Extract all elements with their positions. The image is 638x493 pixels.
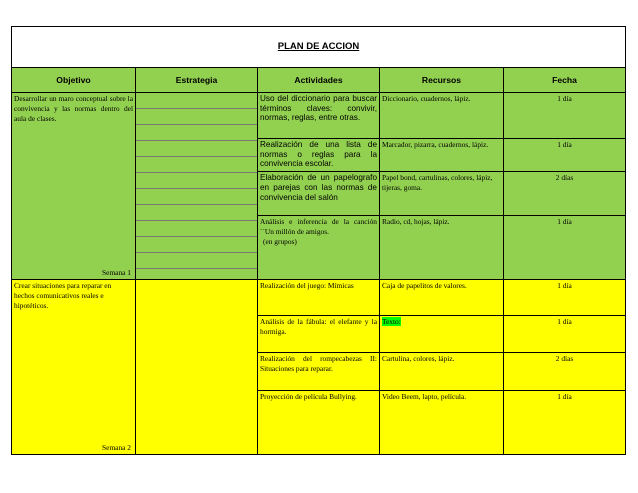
objective-text: Desarrollar un maro conceptual sobre la convivencia y las normas dentro del aula de clases. <box>14 94 133 123</box>
date-cell: 1 día <box>504 390 626 454</box>
resource-cell: Marcador, pizarra, cuadernos, lápiz. <box>380 139 504 172</box>
activity-cell: Realización del juego: Mímicas <box>258 280 380 316</box>
resource-cell: Papel bond, cartulinas, colores, lápiz, tijeras, goma. <box>380 172 504 215</box>
table-title-cell <box>12 27 626 68</box>
activity-cell: Análisis de la fábula: el elefante y la hormiga. <box>258 316 380 353</box>
date-cell: 1 día <box>504 93 626 139</box>
strategy-cell-week1 <box>136 93 258 280</box>
week-label: Semana 1 <box>102 268 131 277</box>
header-actividades: Actividades <box>258 68 380 93</box>
resource-highlight: Texto: <box>382 317 401 327</box>
resource-cell: Diccionario, cuadernos, lápiz. <box>380 93 504 139</box>
activity-cell: Realización del rompecabezas II: Situaciones para reparar. <box>258 353 380 390</box>
table-row <box>12 280 626 316</box>
header-estrategia: Estrategia <box>136 68 258 93</box>
date-cell: 1 día <box>504 280 626 316</box>
activity-text: Análisis e inferencia de la canción ``Un millón de amigos. <box>260 216 377 236</box>
date-cell: 2 días <box>504 353 626 390</box>
date-cell: 1 día <box>504 215 626 279</box>
resource-cell: Cartulina, colores, lápiz. <box>380 353 504 390</box>
resource-cell: Video Beem, lapto, película. <box>380 390 504 454</box>
activity-cell <box>258 215 380 279</box>
action-plan-table <box>11 26 626 455</box>
page-title: PLAN DE ACCION <box>277 41 360 52</box>
strategy-cell-week2 <box>136 280 258 455</box>
week-label: Semana 2 <box>102 443 131 452</box>
activity-cell: Elaboración de un papelografo en parejas con las normas de convivencia del salón <box>258 172 380 215</box>
activity-cell: Realización de una lista de normas o reglas para la convivencia escolar. <box>258 139 380 172</box>
resource-cell: Caja de papelitos de valores. <box>380 280 504 316</box>
objective-text: Crear situaciones para reparar en hechos comunicativos reales e hipotéticos. <box>14 281 112 310</box>
activity-cell: Uso del diccionario para buscar términos claves: convivir, normas, reglas, entre otras. <box>258 93 380 139</box>
date-cell: 2 días <box>504 172 626 215</box>
activity-cell: Proyección de película Bullying. <box>258 390 380 454</box>
table-row <box>12 93 626 139</box>
header-objetivo: Objetivo <box>12 68 136 93</box>
header-fecha: Fecha <box>504 68 626 93</box>
objective-cell-week2 <box>12 280 136 455</box>
date-cell: 1 día <box>504 139 626 172</box>
objective-cell-week1 <box>12 93 136 280</box>
header-recursos: Recursos <box>380 68 504 93</box>
activity-note: (en grupos) <box>263 236 297 246</box>
date-cell: 1 día <box>504 316 626 353</box>
header-row <box>12 68 626 93</box>
resource-cell <box>380 316 504 353</box>
resource-cell: Radio, cd, hojas, lápiz. <box>380 215 504 279</box>
